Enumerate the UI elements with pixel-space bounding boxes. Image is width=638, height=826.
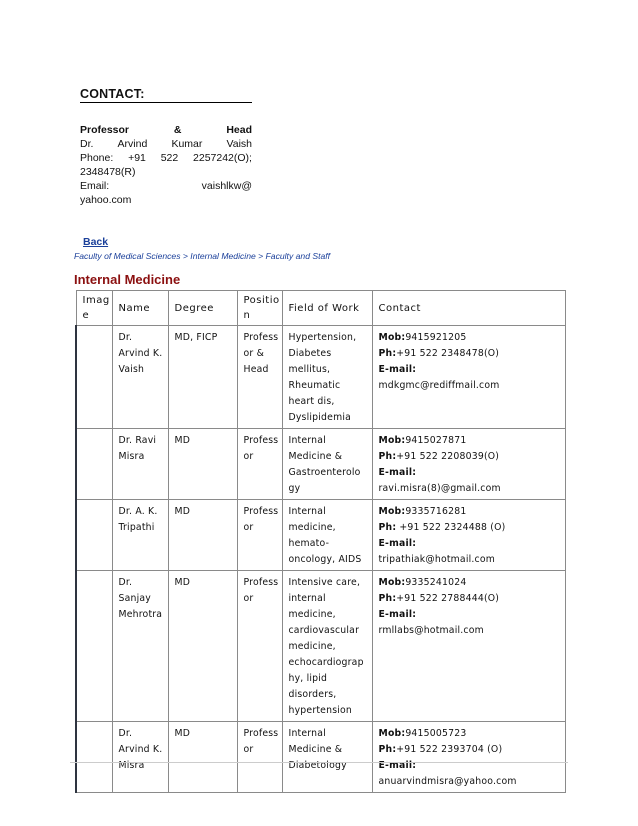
phone-label: Ph:	[378, 744, 397, 755]
header-name: Name	[112, 291, 168, 326]
phone-number: +91 522 2788444(O)	[396, 593, 500, 604]
header-image: Imag e	[76, 291, 112, 326]
section-title: Internal Medicine	[74, 272, 181, 287]
mobile-number: 9415005723	[405, 728, 467, 739]
position-cell: Profess or & Head	[237, 326, 282, 429]
contact-cell	[372, 326, 565, 429]
contact-email-part: vaishlkw@	[201, 180, 252, 192]
table-row	[76, 722, 565, 793]
mob-label: Mob:	[378, 332, 406, 343]
contact-cell	[372, 500, 565, 571]
name-cell: Dr. Sanjay Mehrotra	[112, 571, 168, 722]
table-row	[76, 500, 565, 571]
field-cell: Internal Medicine & Gastroenterolo gy	[282, 429, 372, 500]
mobile-number: 9335241024	[405, 577, 467, 588]
field-cell: Intensive care, internal medicine, cardiovascular medicine, echocardiograp hy, lipid disorders, hypertension	[282, 571, 372, 722]
contact-block	[80, 123, 252, 207]
contact-role-right: Head	[226, 124, 252, 136]
mob-label: Mob:	[378, 577, 406, 588]
phone-number: +91 522 2324488 (O)	[396, 522, 506, 533]
field-cell: Hypertension, Diabetes mellitus, Rheumatic heart dis, Dyslipidemia	[282, 326, 372, 429]
breadcrumb: Faculty of Medical Sciences > Internal Medicine > Faculty and Staff	[74, 251, 331, 261]
email-address[interactable]: ravi.misra(8)@gmail.com	[378, 483, 501, 494]
email-label: E-mail:	[378, 364, 417, 375]
email-label: E-mail:	[378, 538, 417, 549]
field-cell: Internal medicine, hemato- oncology, AIDS	[282, 500, 372, 571]
table-row	[76, 571, 565, 722]
contact-cell	[372, 722, 565, 793]
table-header-row	[76, 291, 565, 326]
mob-label: Mob:	[378, 728, 406, 739]
position-cell: Profess or	[237, 571, 282, 722]
contact-name-word: Arvind	[117, 138, 148, 150]
contact-phone-word: Phone:	[80, 152, 114, 164]
image-cell	[76, 500, 112, 571]
contact-email-line	[80, 179, 252, 193]
contact-role-line	[80, 123, 252, 137]
name-cell: Dr. Arvind K. Misra	[112, 722, 168, 793]
field-cell: Internal Medicine & Diabetology	[282, 722, 372, 793]
mobile-number: 9415027871	[405, 435, 467, 446]
faculty-table	[75, 290, 566, 793]
contact-heading: CONTACT:	[80, 87, 252, 103]
contact-role-left: Professor	[80, 124, 130, 136]
contact-name-word: Dr.	[80, 138, 94, 150]
degree-cell: MD	[168, 722, 237, 793]
contact-phone-word: 2257242(O);	[193, 152, 252, 164]
email-address[interactable]: anuarvindmisra@yahoo.com	[378, 776, 517, 787]
name-cell: Dr. Arvind K. Vaish	[112, 326, 168, 429]
header-position: Positio n	[237, 291, 282, 326]
position-cell: Profess or	[237, 500, 282, 571]
email-label: E-mail:	[378, 467, 417, 478]
phone-number: +91 522 2208039(O)	[396, 451, 500, 462]
email-address[interactable]: tripathiak@hotmail.com	[378, 554, 496, 565]
phone-label: Ph:	[378, 593, 397, 604]
degree-cell: MD	[168, 429, 237, 500]
image-cell	[76, 326, 112, 429]
email-address[interactable]: rmllabs@hotmail.com	[378, 625, 484, 636]
image-cell	[76, 571, 112, 722]
phone-number: +91 522 2393704 (O)	[396, 744, 503, 755]
header-field-of-work: Field of Work	[282, 291, 372, 326]
phone-label: Ph:	[378, 522, 397, 533]
contact-cell	[372, 429, 565, 500]
header-contact: Contact	[372, 291, 565, 326]
degree-cell: MD	[168, 500, 237, 571]
email-label: E-mail:	[378, 609, 417, 620]
phone-label: Ph:	[378, 348, 397, 359]
contact-phone-line-2: 2348478(R)	[80, 166, 136, 178]
contact-email-line-2: yahoo.com	[80, 194, 132, 206]
mob-label: Mob:	[378, 506, 406, 517]
mobile-number: 9415921205	[405, 332, 467, 343]
header-degree: Degree	[168, 291, 237, 326]
name-cell: Dr. Ravi Misra	[112, 429, 168, 500]
mob-label: Mob:	[378, 435, 406, 446]
contact-name-line	[80, 137, 252, 151]
name-cell: Dr. A. K. Tripathi	[112, 500, 168, 571]
degree-cell: MD	[168, 571, 237, 722]
back-link[interactable]: Back	[83, 236, 109, 248]
email-address[interactable]: mdkgmc@rediffmail.com	[378, 380, 500, 391]
image-cell	[76, 722, 112, 793]
email-label: E-mail:	[378, 760, 417, 771]
page-divider	[70, 762, 568, 763]
image-cell	[76, 429, 112, 500]
table-row	[76, 326, 565, 429]
contact-name-word: Vaish	[226, 138, 252, 150]
contact-name-word: Kumar	[171, 138, 203, 150]
contact-cell	[372, 571, 565, 722]
contact-phone-word: 522	[160, 152, 179, 164]
contact-email-label: Email:	[80, 180, 110, 192]
degree-cell: MD, FICP	[168, 326, 237, 429]
phone-number: +91 522 2348478(O)	[396, 348, 500, 359]
position-cell: Profess or	[237, 722, 282, 793]
contact-phone-line	[80, 151, 252, 165]
contact-role-mid: &	[173, 124, 182, 136]
position-cell: Profess or	[237, 429, 282, 500]
contact-phone-word: +91	[128, 152, 146, 164]
phone-label: Ph:	[378, 451, 397, 462]
mobile-number: 9335716281	[405, 506, 467, 517]
table-row	[76, 429, 565, 500]
